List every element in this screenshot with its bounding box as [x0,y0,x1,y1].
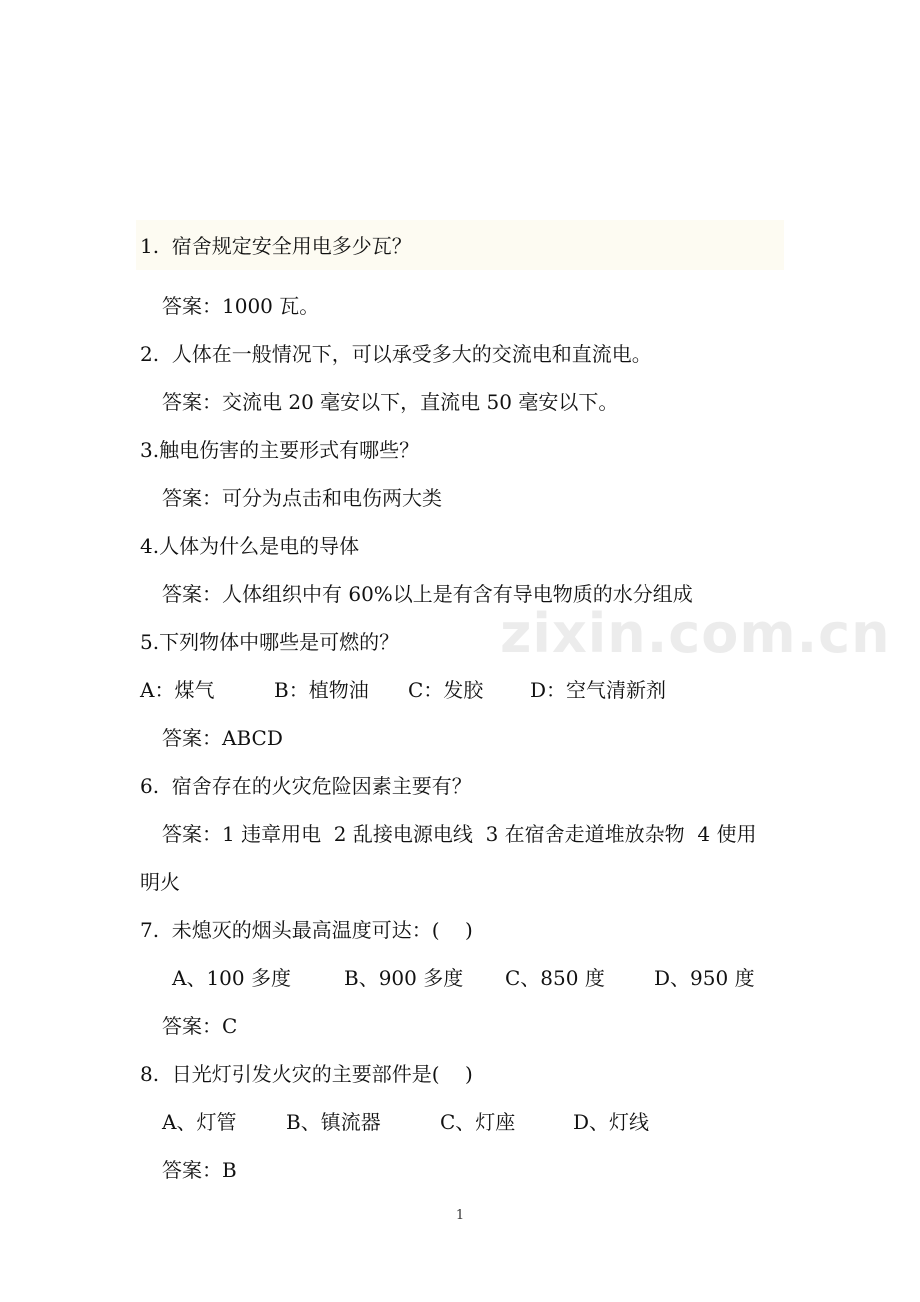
answer-6: 答案：1 违章用电 2 乱接电源电线 3 在宿舍走道堆放杂物 4 使用 [162,822,757,846]
question-1: 1. 宿舍规定安全用电多少瓦？ [140,234,412,258]
question-3: 3.触电伤害的主要形式有哪些？ [140,438,420,462]
option-7a: A、100 多度 [172,966,291,990]
option-5a: A：煤气 [140,678,215,702]
answer-6-continued: 明火 [140,870,180,894]
option-5d: D：空气清新剂 [530,678,667,702]
answer-4: 答案：人体组织中有 60%以上是有含有导电物质的水分组成 [162,582,693,606]
option-7b: B、900 多度 [344,966,464,990]
question-6: 6. 宿舍存在的火灾危险因素主要有？ [140,774,472,798]
answer-8: 答案：B [162,1158,237,1182]
option-5c: C：发胶 [408,678,484,702]
answer-5: 答案：ABCD [162,726,283,750]
option-5b: B：植物油 [274,678,369,702]
question-8: 8. 日光灯引发火灾的主要部件是( ) [140,1062,473,1086]
answer-7: 答案：C [162,1014,238,1038]
question-5: 5.下列物体中哪些是可燃的？ [140,630,400,654]
option-8b: B、镇流器 [286,1110,381,1134]
question-4: 4.人体为什么是电的导体 [140,534,360,558]
page-number: 1 [455,1208,465,1223]
option-8a: A、灯管 [162,1110,237,1134]
answer-1: 答案：1000 瓦。 [162,294,320,318]
question-7: 7. 未熄灭的烟头最高温度可达：( ) [140,918,473,942]
option-8d: D、灯线 [573,1110,650,1134]
option-8c: C、灯座 [440,1110,516,1134]
question-2: 2. 人体在一般情况下，可以承受多大的交流电和直流电。 [140,342,652,366]
option-7c: C、850 度 [505,966,605,990]
answer-2: 答案：交流电 20 毫安以下，直流电 50 毫安以下。 [162,390,619,414]
answer-3: 答案：可分为点击和电伤两大类 [162,486,442,510]
option-7d: D、950 度 [654,966,755,990]
watermark: zixin.com.cn [500,602,891,665]
